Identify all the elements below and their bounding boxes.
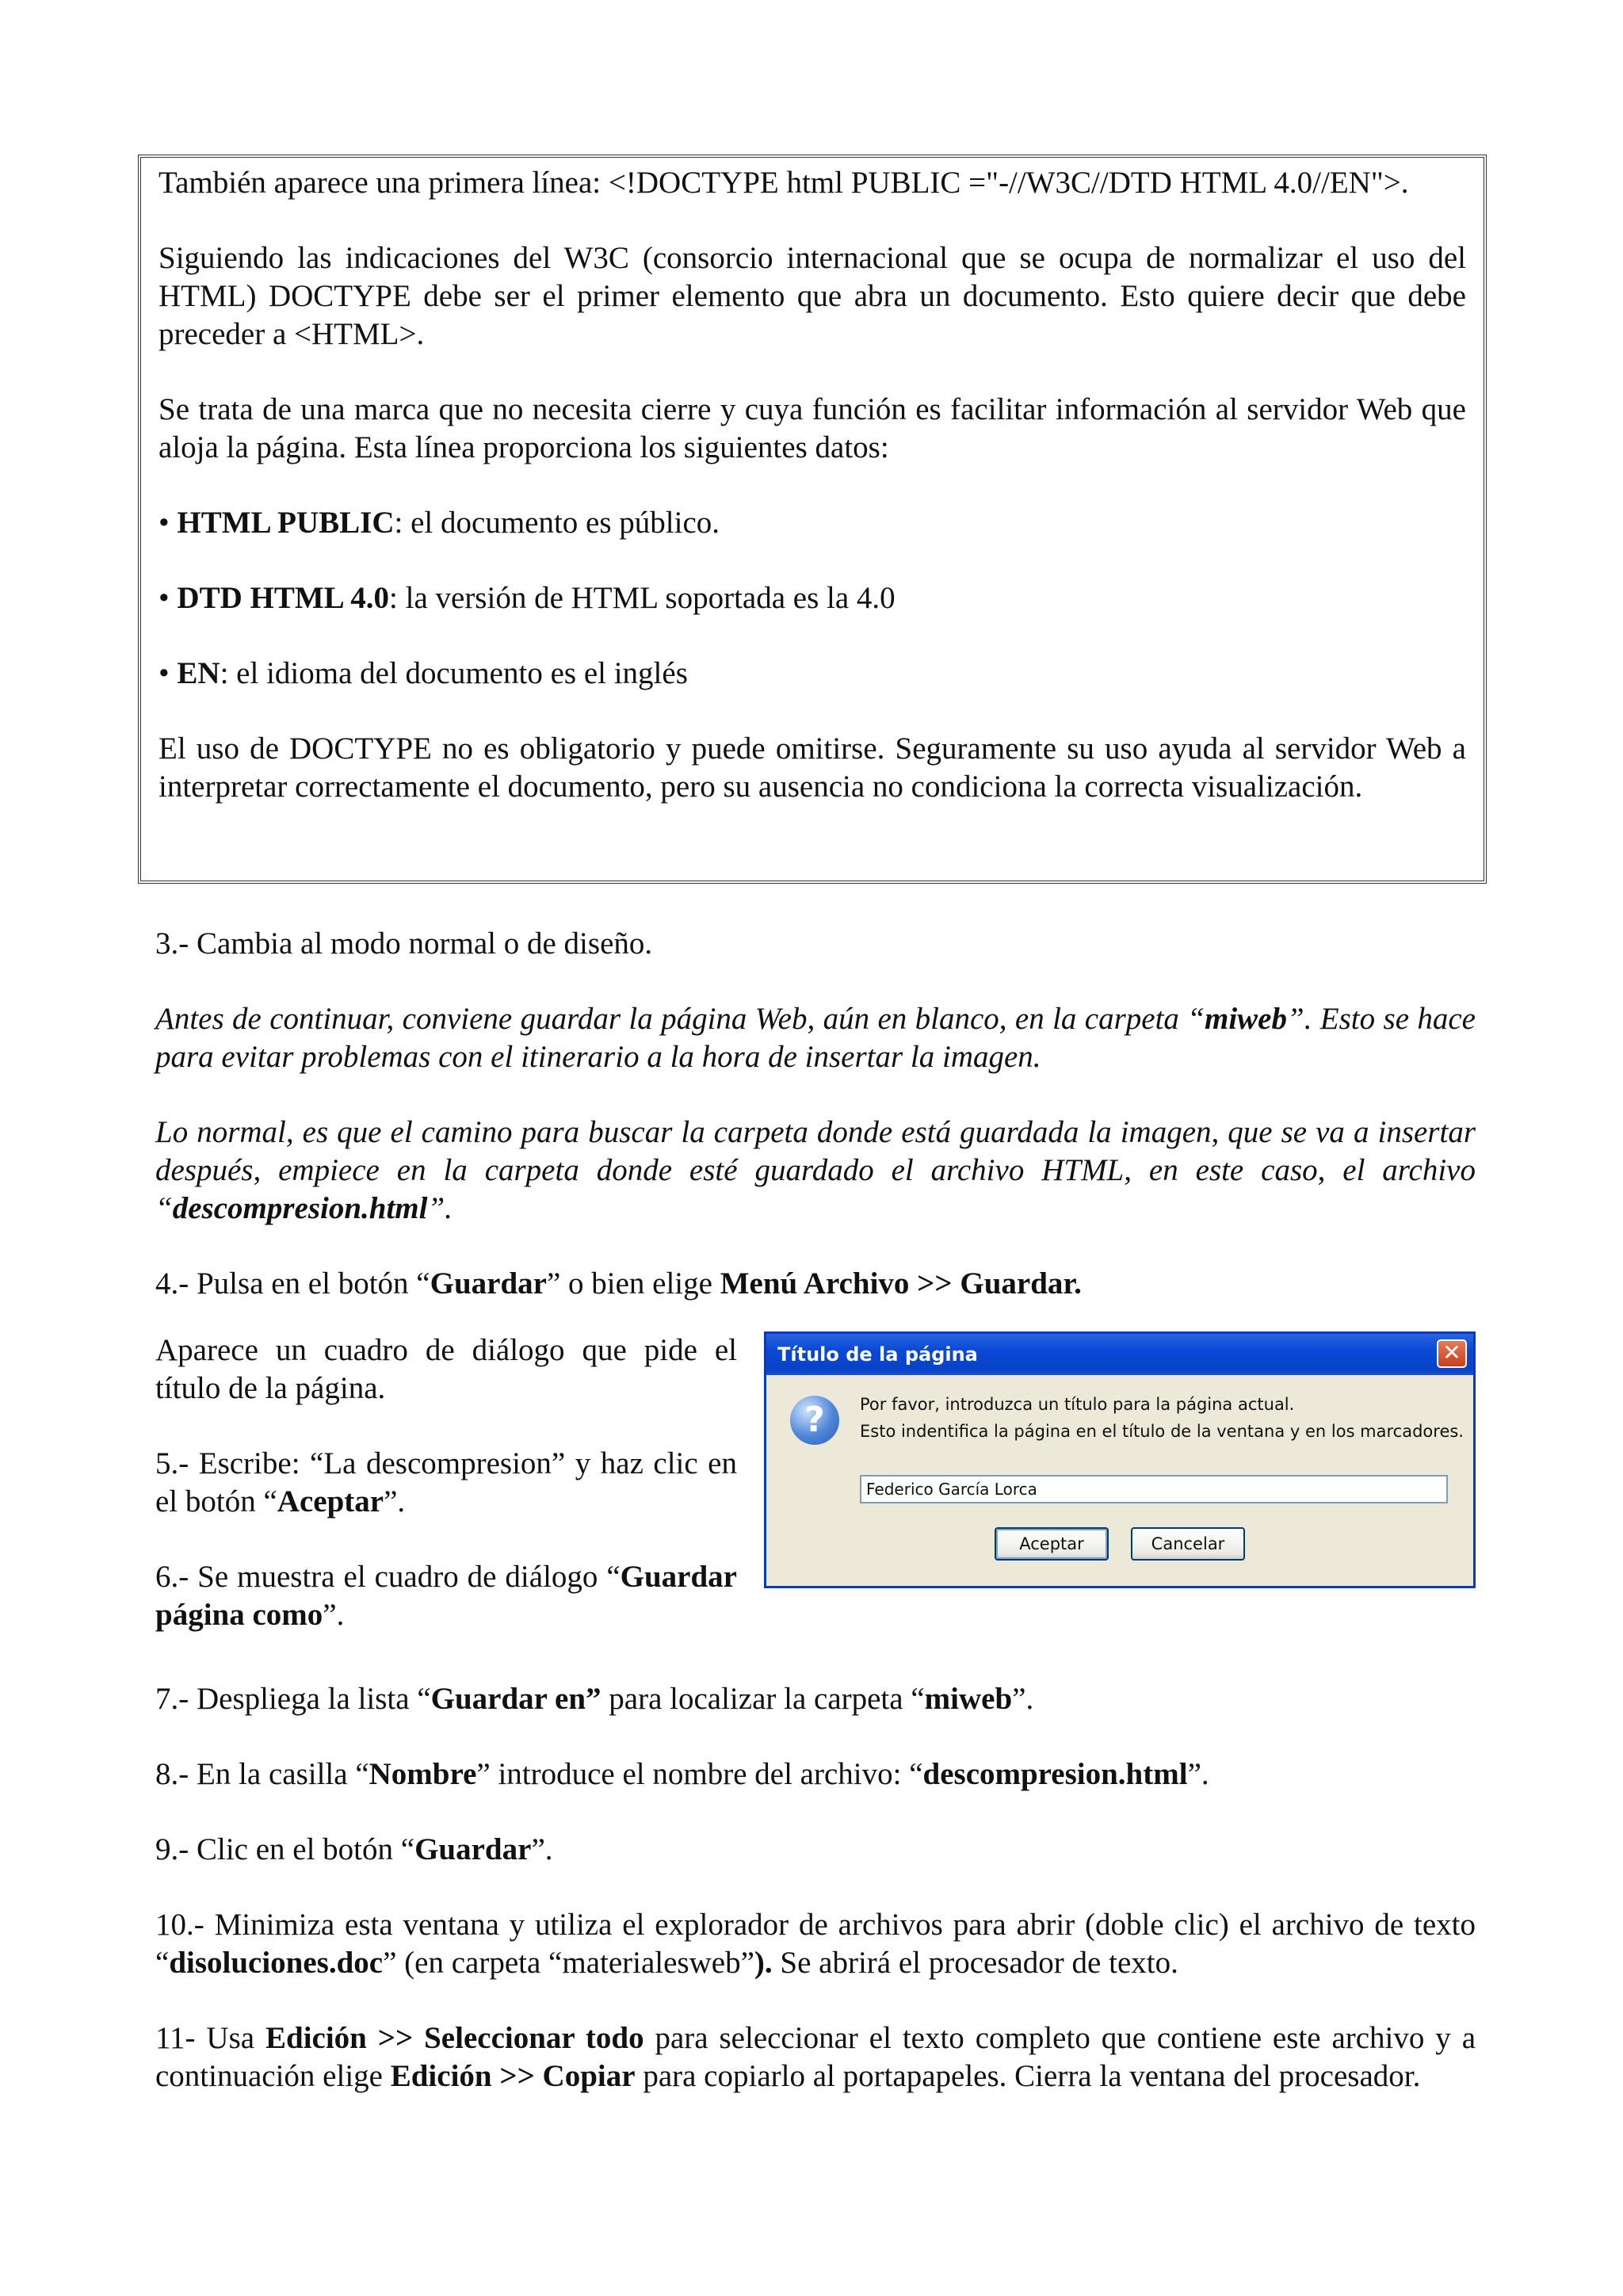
text: 6.- Se muestra el cuadro de diálogo “ bbox=[155, 1560, 621, 1594]
bullet-term: DTD HTML 4.0 bbox=[177, 581, 390, 615]
text: ). bbox=[754, 1946, 773, 1980]
text: Antes de continuar, conviene guardar la página Web, aún en blanco, en la carpeta “ bbox=[155, 1002, 1205, 1036]
page-title-input[interactable]: Federico García Lorca bbox=[860, 1475, 1448, 1503]
bullet-term: HTML PUBLIC bbox=[177, 506, 395, 540]
doctype-info-box bbox=[138, 155, 1487, 884]
text: para localizar la carpeta “ bbox=[601, 1682, 925, 1716]
steps-bottom bbox=[155, 1680, 1476, 2133]
step-9 bbox=[155, 1831, 1476, 1869]
text: descompresion.html bbox=[922, 1757, 1188, 1791]
step-11 bbox=[155, 2019, 1476, 2095]
text: Menú Archivo >> Guardar. bbox=[720, 1266, 1082, 1301]
step-3: 3.- Cambia al modo normal o de diseño. bbox=[155, 926, 653, 961]
text: Guardar página como bbox=[155, 1560, 737, 1632]
text: ”. bbox=[1187, 1757, 1209, 1791]
bullet-desc: : el documento es público. bbox=[394, 506, 720, 540]
accept-button[interactable]: Aceptar bbox=[995, 1527, 1109, 1561]
dialog-message bbox=[860, 1391, 1464, 1445]
text: ” (en carpeta “materialesweb” bbox=[383, 1946, 754, 1980]
bullet-en bbox=[158, 655, 1466, 693]
text: ”. bbox=[531, 1832, 553, 1866]
text: Nombre bbox=[369, 1757, 477, 1791]
text: Aceptar bbox=[277, 1484, 384, 1519]
bullet-desc: : la versión de HTML soportada es la 4.0 bbox=[389, 581, 896, 615]
step-6 bbox=[155, 1558, 737, 1634]
question-icon: ? bbox=[790, 1396, 839, 1445]
bullet-mark: • bbox=[158, 506, 178, 540]
text: 8.- En la casilla “ bbox=[155, 1757, 369, 1791]
text: 5.- Escribe: “La descompresion” y haz clic en el botón “ bbox=[155, 1446, 737, 1519]
text: para seleccionar el texto completo que contiene este archivo y a continuación elige bbox=[155, 2021, 1476, 2093]
text: 10.- Minimiza esta ventana y utiliza el explorador de archivos para abrir (doble clic) el archivo de texto “ bbox=[155, 1908, 1476, 1980]
page-title-dialog bbox=[764, 1331, 1476, 1588]
text: 11- Usa bbox=[155, 2021, 265, 2055]
text: ”. bbox=[323, 1598, 345, 1632]
text: Edición >> Seleccionar todo bbox=[265, 2021, 644, 2055]
step-10 bbox=[155, 1906, 1476, 1982]
text: 9.- Clic en el botón “ bbox=[155, 1832, 415, 1866]
step-4 bbox=[155, 1265, 1476, 1303]
steps-top bbox=[155, 925, 1476, 1340]
text: ”. bbox=[384, 1484, 406, 1519]
text: ”. bbox=[427, 1191, 453, 1225]
dialog-title: Título de la página bbox=[777, 1343, 978, 1366]
text: para copiarlo al portapapeles. Cierra la ventana del procesador. bbox=[635, 2059, 1421, 2093]
text: ” o bien elige bbox=[546, 1266, 720, 1301]
step-7 bbox=[155, 1680, 1476, 1718]
text: descompresion.html bbox=[172, 1191, 428, 1225]
box-paragraph-1: También aparece una primera línea: <!DOCTYPE html PUBLIC ="-//W3C//DTD HTML 4.0//EN">. bbox=[158, 166, 1409, 200]
close-icon[interactable]: ✕ bbox=[1437, 1339, 1467, 1368]
text: miweb bbox=[924, 1682, 1013, 1716]
text: ”. Esto se hace para evitar problemas con el itinerario a la hora de insertar la imagen. bbox=[155, 1002, 1476, 1074]
text: Guardar bbox=[430, 1266, 547, 1301]
text: ” introduce el nombre del archivo: “ bbox=[476, 1757, 923, 1791]
step-8 bbox=[155, 1755, 1476, 1794]
text: Guardar en” bbox=[430, 1682, 601, 1716]
box-paragraph-2: Siguiendo las indicaciones del W3C (consorcio internacional que se ocupa de normalizar el uso del HTML) DOCTYPE debe ser el primer elemento que abra un documento. Esto quiere decir que debe preceder a <HTML>. bbox=[158, 241, 1466, 351]
left-column bbox=[155, 1331, 737, 1671]
bullet-desc: : el idioma del documento es el inglés bbox=[220, 656, 688, 690]
note-save-first bbox=[155, 1000, 1476, 1076]
bullet-mark: • bbox=[158, 656, 178, 690]
step-5 bbox=[155, 1445, 737, 1521]
bullet-dtd bbox=[158, 579, 1466, 617]
dialog-message-line-2: Esto indentifica la página en el título de la ventana y en los marcadores. bbox=[860, 1422, 1464, 1441]
cancel-button[interactable]: Cancelar bbox=[1131, 1527, 1245, 1561]
text: Edición >> Copiar bbox=[390, 2059, 636, 2093]
bullet-html-public bbox=[158, 504, 1466, 542]
text: ”. bbox=[1012, 1682, 1034, 1716]
text: Lo normal, es que el camino para buscar la carpeta donde está guardada la imagen, que se va a insertar después, empiece en la carpeta donde esté guardado el archivo HTML, en este caso, el archivo “ bbox=[155, 1115, 1476, 1225]
text: 7.- Despliega la lista “ bbox=[155, 1682, 431, 1716]
note-path bbox=[155, 1114, 1476, 1228]
bullet-term: EN bbox=[177, 656, 220, 690]
box-paragraph-3: Se trata de una marca que no necesita cierre y cuya función es facilitar información al servidor Web que aloja la página. Esta línea proporciona los siguientes datos: bbox=[158, 392, 1466, 464]
bullet-mark: • bbox=[158, 581, 178, 615]
dialog-message-line-1: Por favor, introduzca un título para la página actual. bbox=[860, 1395, 1295, 1414]
text: 4.- Pulsa en el botón “ bbox=[155, 1266, 430, 1301]
dialog-titlebar bbox=[766, 1334, 1473, 1375]
text: disoluciones.doc bbox=[169, 1946, 384, 1980]
box-paragraph-4: El uso de DOCTYPE no es obligatorio y puede omitirse. Seguramente su uso ayuda al servidor Web a interpretar correctamente el documento, pero su ausencia no condiciona la correcta visualización. bbox=[158, 732, 1466, 804]
dialog-intro: Aparece un cuadro de diálogo que pide el título de la página. bbox=[155, 1333, 737, 1405]
text: Guardar bbox=[414, 1832, 532, 1866]
text: miweb bbox=[1205, 1002, 1287, 1036]
text: Se abrirá el procesador de texto. bbox=[772, 1946, 1178, 1980]
